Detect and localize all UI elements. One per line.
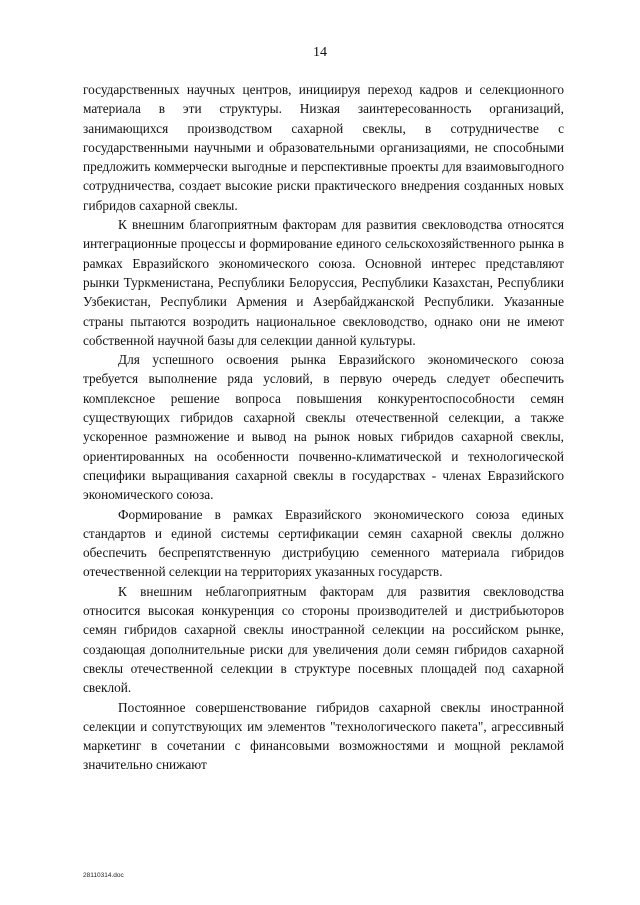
- paragraph-6: Постоянное совершенствование гибридов сахарной свеклы иностранной селекции и сопутствующих им элементов "технологического пакета", агрессивный маркетинг в сочетании с финансовыми возможностями и мощной рекламой значительно снижают: [83, 699, 564, 773]
- page-number: 14: [313, 45, 327, 60]
- paragraph-5: К внешним неблагоприятным факторам для развития свекловодства относится высокая конкуренция со стороны производителей и дистрибьюторов семян гибридов сахарной свеклы иностранной селекции на российском рынке, создающая дополнительные риски для увеличения доли семян гибридов сахарной свеклы отечественной селекции в структуре посевных площадей под сахарной свеклой.: [83, 583, 564, 696]
- paragraph-4: Формирование в рамках Евразийского экономического союза единых стандартов и единой системы сертификации семян сахарной свеклы должно обеспечить беспрепятственную дистрибуцию семенного материала гибридов отечественной селекции на территориях указанных государств.: [83, 506, 564, 580]
- paragraph-2: К внешним благоприятным факторам для развития свекловодства относятся интеграционные процессы и формирование единого сельскохозяйственного рынка в рамках Евразийского экономического союза. Основной интерес представляют рынки Туркменистана, Республики Белоруссия, Республики Казахстан, Республики Узбекистан, Республики Армения и Азербайджанской Республики. Указанные страны пытаются возродить национальное свекловодство, однако они не имеют собственной научной базы для селекции данной культуры.: [83, 217, 564, 348]
- footer-filename: 28110314.doc: [83, 872, 124, 879]
- paragraph-1: государственных научных центров, инициируя переход кадров и селекционного материала в эти структуры. Низкая заинтересованность организаций, занимающихся производством сахарной свеклы, в сотрудничестве с государственными научными и образовательными организациями, не способными предложить коммерчески выгодные и перспективные проекты для взаимовыгодного сотрудничества, создает высокие риски практического внедрения созданных новых гибридов сахарной свеклы.: [83, 82, 564, 213]
- document-body: [83, 80, 564, 775]
- paragraph-3: Для успешного освоения рынка Евразийского экономического союза требуется выполнение ряда условий, в первую очередь следует обеспечить комплексное решение вопроса повышения конкурентоспособности семян существующих гибридов сахарной свеклы отечественной селекции, а также ускоренное размножение и вывод на рынок новых гибридов сахарной свеклы, ориентированных на особенности почвенно-климатической и технологической специфики выращивания сахарной свеклы в государствах - членах Евразийского экономического союза.: [83, 352, 564, 503]
